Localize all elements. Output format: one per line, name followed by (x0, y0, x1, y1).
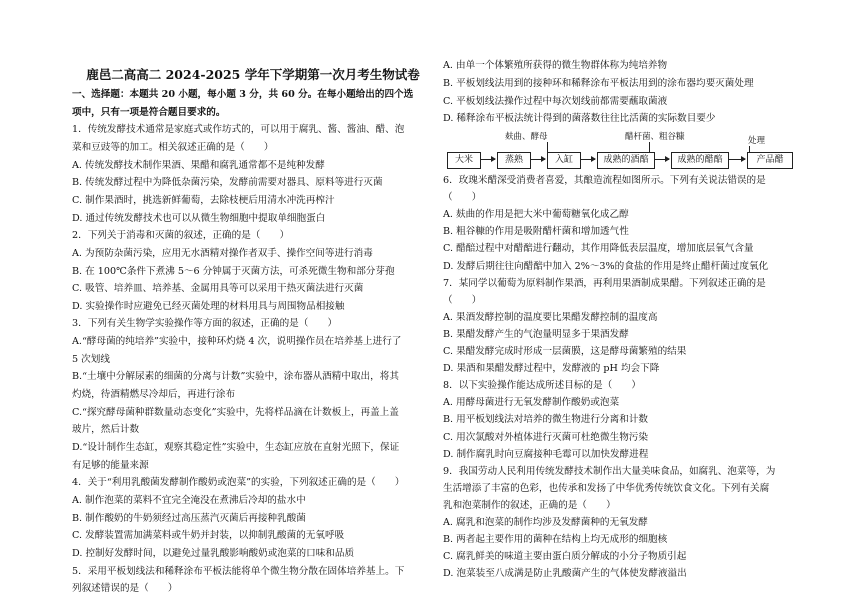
text-line: A. 果酒发酵控制的温度要比果醋发酵控制的温度高 (443, 311, 658, 323)
flow-connector (547, 142, 548, 152)
text-line: B. 果醋发酵产生的气泡量明显多于果酒发酵 (443, 328, 629, 340)
text-line: D. 控制好发酵时间，以避免过量乳酸影响酸奶或泡菜的口味和品质 (72, 547, 355, 559)
text-line: 3．下列有关生物学实验操作等方面的叙述，正确的是（ ） (72, 318, 338, 330)
text-line: B. 两者起主要作用的菌种在结构上均无成形的细胞核 (443, 534, 668, 546)
text-line: B. 制作酸奶的牛奶须经过高压蒸汽灭菌后再接种乳酸菌 (72, 512, 306, 524)
text-line: 乳和泡菜制作的叙述，正确的是（ ） (443, 499, 616, 511)
text-line: C. 吸管、培养皿、培养基、金属用具等可以采用干热灭菌法进行灭菌 (72, 283, 364, 295)
text-line: A. 制作泡菜的菜料不宜完全淹没在煮沸后冷却的盐水中 (72, 494, 306, 506)
text-line: 5．采用平板划线法和稀释涂布平板法能将单个微生物分散在固体培养基上。下 (72, 565, 405, 577)
flow-box-vat: 入缸 (547, 152, 581, 169)
text-line: 6．玫瑰米醋深受消费者喜爱，其酿造流程如图所示。下列有关说法错误的是 (443, 175, 766, 186)
flow-label-yeast: 麸曲、酵母 (505, 132, 548, 142)
text-line: （ ） (443, 294, 482, 306)
text-line: C. 制作果酒时，挑选新鲜葡萄，去除枝梗后用清水冲洗再榨汁 (72, 194, 335, 206)
text-line: A. 传统发酵技术制作果酒、果醋和腐乳通常都不是纯种发酵 (72, 159, 325, 171)
text-line: C.“探究酵母菌种群数量动态变化”实验中，先将样品滴在计数板上，再盖上盖 (72, 406, 399, 418)
text-line: A. 由单一个体繁殖所获得的微生物群体称为纯培养物 (443, 60, 668, 71)
text-line: A. 为预防杂菌污染，应用无水酒精对操作者双手、操作空间等进行消毒 (72, 247, 373, 259)
text-line: 一、选择题：本题共 20 小题，每小题 3 分，共 60 分。在每小题给出的四个选 (72, 89, 414, 100)
flow-arrow (654, 159, 669, 160)
text-line: A. 腐乳和泡菜的制作均涉及发酵菌种的无氧发酵 (443, 517, 648, 528)
text-line: 列叙述错误的是（ ） (72, 583, 178, 595)
text-line: A.“酵母菌的纯培养”实验中，接种环灼烧 4 次，说明操作员在培养基上进行了 (72, 336, 402, 348)
flow-box-wine-mash: 成熟的酒醅 (597, 152, 655, 169)
text-line: 8．以下实验操作能达成所述目标的是（ ） (443, 380, 641, 392)
text-line: B. 粗谷糠的作用是吸附醋杆菌和增加透气性 (443, 226, 629, 238)
flow-box-steam: 蒸熟 (497, 152, 531, 169)
flow-arrow (580, 159, 595, 160)
text-line: B. 用平板划线法对培养的微生物进行分离和计数 (443, 414, 649, 426)
text-line: D. 稀释涂布平板法统计得到的菌落数往往比活菌的实际数目要少 (443, 113, 716, 125)
text-line: A. 麸曲的作用是把大米中葡萄糖氧化成乙醇 (443, 209, 629, 221)
text-line: D.“设计制作生态缸，观察其稳定性”实验中，生态缸应放在直射光照下，保证 (72, 442, 400, 453)
text-line: B. 平板划线法用到的接种环和稀释涂布平板法用到的涂布器均要灭菌处理 (443, 77, 754, 89)
flow-label-process: 处理 (748, 136, 766, 146)
text-line: 项中，只有一项是符合题目要求的。 (72, 106, 226, 118)
text-line: A. 用酵母菌进行无氧发酵制作酸奶或泡菜 (443, 397, 620, 409)
text-line: B. 在 100℃条件下煮沸 5～6 分钟属于灭菌方法，可杀死微生物和部分芽孢 (72, 265, 395, 277)
text-line: D. 发酵后期往往向醋醅中加入 2%～3%的食盐的作用是终止醋杆菌过度氧化 (443, 260, 769, 272)
text-line: C. 用次氯酸对外植体进行灭菌可杜绝微生物污染 (443, 431, 648, 443)
text-line: C. 腐乳鲜美的味道主要由蛋白质分解成的小分子物质引起 (443, 551, 687, 563)
text-line: B. 传统发酵过程中为降低杂菌污染，发酵前需要对器具、原料等进行灭菌 (72, 177, 383, 189)
text-line: 7．某同学以葡萄为原料制作果酒，再利用果酒制成果醋。下列叙述正确的是 (443, 277, 766, 289)
text-line: D. 通过传统发酵技术也可以从微生物细胞中提取单细胞蛋白 (72, 212, 326, 224)
text-line: 4．关于“利用乳酸菌发酵制作酸奶或泡菜”的实验，下列叙述正确的是（ ） (72, 477, 405, 489)
text-line: 9．我国劳动人民利用传统发酵技术制作出大量美味食品，如腐乳、泡菜等，为 (443, 465, 776, 477)
text-line: 灼烧，待酒精燃尽冷却后，再进行涂布 (72, 389, 236, 401)
text-line: C. 平板划线法操作过程中每次划线前都需要蘸取菌液 (443, 95, 668, 107)
text-line: 菜和豆豉等的加工。相关叙述正确的是（ ） (72, 141, 274, 153)
flow-connector (649, 142, 650, 152)
text-line: C. 醋醅过程中对醋醅进行翻动，其作用降低表层温度，增加底层氧气含量 (443, 243, 754, 255)
text-line: D. 制作腐乳时向豆腐接种毛霉可以加快发酵进程 (443, 448, 649, 460)
text-line: 2．下列关于消毒和灭菌的叙述，正确的是（ ） (72, 230, 290, 242)
text-line: 5 次划线 (72, 353, 110, 365)
flow-box-vinegar-mash: 成熟的醋醅 (671, 152, 729, 169)
text-line: D. 实验操作时应避免已经灭菌处理的材料用具与周围物品相接触 (72, 300, 345, 312)
flow-box-product: 产品醋 (747, 152, 793, 169)
text-line: 玻片，然后计数 (72, 424, 140, 436)
text-line: C. 发酵装置需加满菜料或牛奶并封装，以抑制乳酸菌的无氧呼吸 (72, 530, 345, 542)
text-line: 有足够的能量来源 (72, 459, 149, 471)
text-line: 生活增添了丰富的色彩，也传承和发扬了中华优秀传统饮食文化。下列有关腐 (443, 482, 770, 494)
text-line: C. 果醋发酵完成时形成一层菌膜，这是酵母菌繁殖的结果 (443, 346, 687, 357)
flow-arrow (530, 159, 545, 160)
flow-box-rice: 大米 (447, 152, 481, 169)
text-line: D. 泡菜装至八成满是防止乳酸菌产生的气体使发酵液溢出 (443, 568, 687, 580)
page-title: 鹿邑二高高二 2024-2025 学年下学期第一次月考生物试卷 (86, 67, 420, 82)
text-line: （ ） (443, 192, 482, 204)
text-line: 1．传统发酵技术通常是家庭式或作坊式的，可以用于腐乳、酱、酱油、醋、泡 (72, 124, 405, 136)
flow-arrow (480, 159, 495, 160)
text-line: B.“土壤中分解尿素的细菌的分离与计数”实验中，涂布器从酒精中取出，将其 (72, 371, 399, 383)
vinegar-flowchart (443, 130, 803, 172)
flow-arrow (728, 159, 745, 160)
text-line: D. 果酒和果醋发酵过程中，发酵液的 pH 均会下降 (443, 363, 660, 375)
flow-label-acetobacter: 醋杆菌、粗谷糠 (625, 132, 685, 142)
